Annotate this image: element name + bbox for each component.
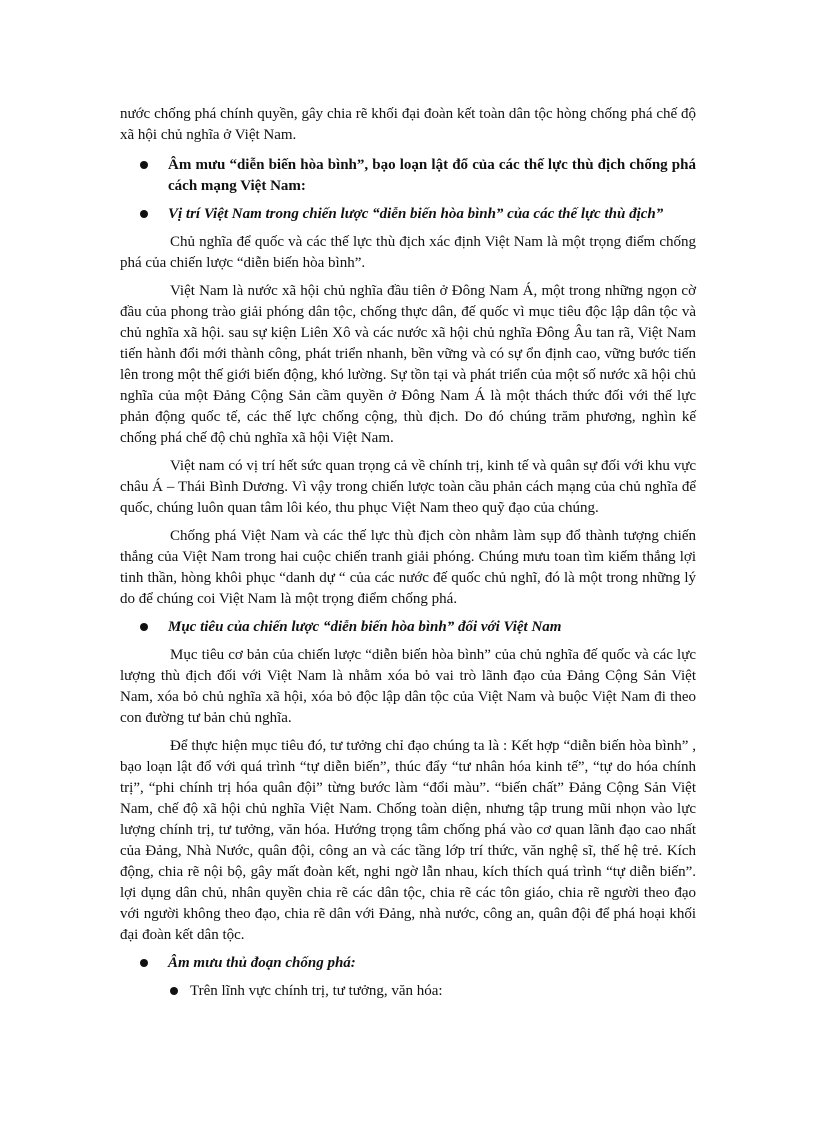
bullet-icon <box>140 623 148 631</box>
paragraph: Để thực hiện mục tiêu đó, tư tưởng chỉ đạo chúng ta là : Kết hợp “diễn biến hòa bình” , bạo loạn lật đổ với quá trình “tự diễn biến”, thúc đẩy “tư nhân hóa kinh tế”, “tự do hóa chính trị”, “phi chính trị hóa quân đội” từng bước làm “đổi màu”. “biến chất” Đảng Cộng Sản Việt Nam, chế độ xã hội chủ nghĩa Việt Nam. Chống toàn diện, nhưng tập trung mũi nhọn vào lực lượng chính trị, tư tưởng, văn hóa. Hướng trọng tâm chống phá vào cơ quan lãnh đạo cao nhất của Đảng, Nhà Nước, quân đội, công an và các tầng lớp trí thức, văn nghệ sĩ, thế hệ trẻ. Kích động, chia rẽ nội bộ, gây mất đoàn kết, nghi ngờ lẫn nhau, kích thích quá trình “tự diễn biến”. lợi dụng dân chủ, nhân quyền chia rẽ các dân tộc, chia rẽ các tôn giáo, chia rẽ người theo đạo với người không theo đạo, chia rẽ dân với Đảng, nhà nước, công an, quân đội để phá hoại khối đại đoàn kết dân tộc. <box>120 738 696 943</box>
bullet-icon <box>140 161 148 169</box>
heading-conspiracy <box>120 155 696 197</box>
heading-tactics <box>120 953 696 974</box>
bullet-icon <box>140 959 148 967</box>
heading-objectives <box>120 617 696 638</box>
bullet-icon <box>170 987 178 995</box>
document-page <box>120 104 696 1009</box>
paragraph: Việt nam có vị trí hết sức quan trọng cả về chính trị, kinh tế và quân sự đối với khu vực châu Á – Thái Bình Dương. Vì vậy trong chiến lược toàn cầu phản cách mạng của chủ nghĩa để quốc, chúng luôn quan tâm lôi kéo, thu phục Việt Nam theo quỹ đạo của chúng. <box>120 458 696 516</box>
paragraph-continuation: nước chống phá chính quyền, gây chia rẽ khối đại đoàn kết toàn dân tộc hòng chống phá chế độ xã hội chủ nghĩa ở Việt Nam. <box>120 106 696 143</box>
sub-bullet-text: Trên lĩnh vực chính trị, tư tưởng, văn hóa: <box>190 983 443 999</box>
heading-text: Âm mưu “diễn biến hòa bình”, bạo loạn lật đổ của các thế lực thù địch chống phá cách mạng Việt Nam: <box>168 157 696 194</box>
heading-text: Mục tiêu của chiến lược “diễn biến hòa bình” đối với Việt Nam <box>168 619 562 635</box>
paragraph: Chống phá Việt Nam và các thế lực thù địch còn nhằm làm sụp đổ thành tượng chiến thắng của Việt Nam trong hai cuộc chiến tranh giải phóng. Chúng mưu toan tìm kiếm thắng lợi tinh thần, hòng khôi phục “danh dự “ của các nước đế quốc chủ nghĩ, đó là một trong những lý do để chúng coi Việt Nam là một trọng điểm chống phá. <box>120 528 696 607</box>
heading-text: Âm mưu thủ đoạn chống phá: <box>168 955 356 971</box>
heading-vietnam-position <box>120 204 696 225</box>
sub-bullet-politics <box>120 981 696 1002</box>
heading-text: Vị trí Việt Nam trong chiến lược “diễn biến hòa bình” của các thế lực thù địch” <box>168 206 664 222</box>
paragraph: Chủ nghĩa để quốc và các thế lực thù địch xác định Việt Nam là một trọng điểm chống phá của chiến lược “diễn biến hòa bình”. <box>120 234 696 271</box>
bullet-icon <box>140 210 148 218</box>
paragraph: Mục tiêu cơ bản của chiến lược “diễn biến hòa bình” của chủ nghĩa đế quốc và các lực lượng thù địch đối với Việt Nam là nhằm xóa bỏ vai trò lãnh đạo của Đảng Cộng Sản Việt Nam, xóa bỏ chủ nghĩa xã hội, xóa bỏ độc lập dân tộc của Việt Nam và buộc Việt Nam đi theo con đường tư bản chủ nghĩa. <box>120 647 696 726</box>
paragraph: Việt Nam là nước xã hội chủ nghĩa đầu tiên ở Đông Nam Á, một trong những ngọn cờ đầu của phong trào giải phóng dân tộc, chống thực dân, đế quốc vì mục tiêu độc lập dân tộc và chủ nghĩa xã hội. sau sự kiện Liên Xô và các nước xã hội chủ nghĩa Đông Âu tan rã, Việt Nam tiến hành đổi mới thành công, phát triển nhanh, bền vững và có sự ổn định cao, vững bước tiến lên trong một thế giới biến động, khó lường. Sự tồn tại và phát triển của một số nước xã hội chủ nghĩa của một Đảng Cộng Sản cầm quyền ở Đông Nam Á là một thách thức đối với thế lực phản động quốc tế, các thế lực chống cộng, thù địch. Do đó chúng trăm phương, nghìn kế chống phá chế độ chủ nghĩa xã hội Việt Nam. <box>120 283 697 446</box>
